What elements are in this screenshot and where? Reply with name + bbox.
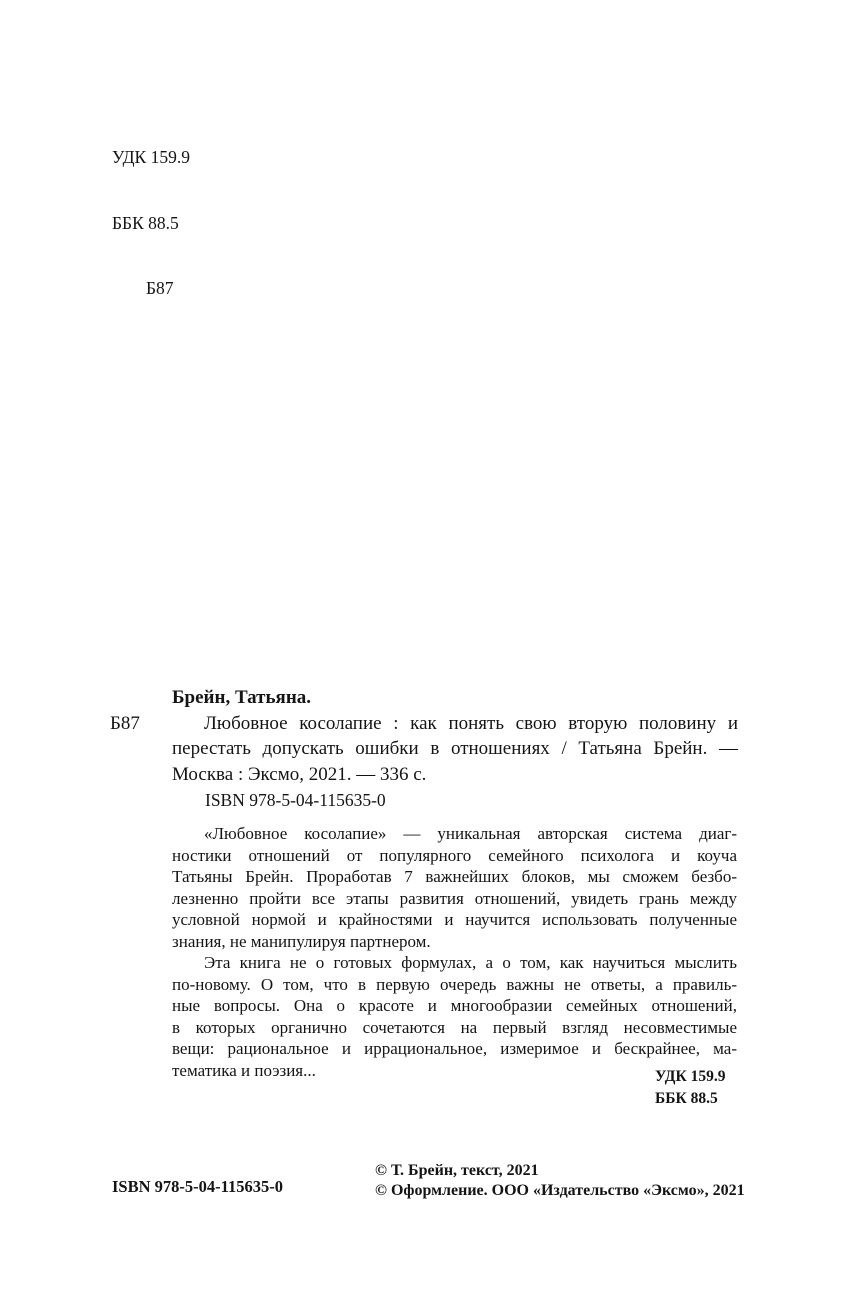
author-heading: Брейн, Татьяна. [172, 687, 312, 708]
text-line: © Оформление. ООО «Издательство «Эксмо», 2021 [375, 1181, 745, 1199]
text-line: условной нормой и крайностями и научится использовать полученные [172, 910, 737, 929]
author-sign: Б87 [146, 277, 174, 298]
text-line: знания, не манипулируя партнером. [172, 931, 431, 951]
isbn-line: ISBN 978-5-04-115635-0 [205, 790, 386, 810]
catalog-entry [172, 685, 738, 787]
author-sign-margin: Б87 [110, 712, 140, 734]
udk-code-bold: УДК 159.9 [655, 1068, 726, 1085]
text-line: Москва : Эксмо, 2021. — 336 с. [172, 763, 427, 785]
text-line: вещи: рациональное и иррациональное, измеримое и бескрайнее, ма- [172, 1039, 737, 1058]
bibliographic-description [172, 711, 738, 788]
text-line: © Т. Брейн, текст, 2021 [375, 1162, 539, 1179]
bbk-code: ББК 88.5 [112, 212, 179, 233]
annotation-paragraph-1 [172, 823, 737, 952]
annotation-block [172, 823, 737, 1081]
text-line: ные вопросы. Она о красоте и многообразии семейных отношений, [172, 996, 737, 1015]
text-line: ностики отношений от популярного семейного психолога и коуча [172, 845, 737, 865]
text-line: по-новому. О том, что в первую очередь важны не ответы, а правиль- [172, 974, 737, 994]
udk-code: УДК 159.9 [112, 147, 190, 168]
footer-isbn: ISBN 978-5-04-115635-0 [112, 1177, 283, 1196]
catalog-card [110, 685, 738, 787]
text-line: Любовное косолапие : как понять свою вторую половину и [204, 712, 738, 734]
text-line: перестать допускать ошибки в отношениях / Татьяна Брейн. — [172, 738, 738, 759]
text-line: в которых органично сочетаются на первый взгляд несовместимые [172, 1017, 737, 1037]
text-line: тематика и поэзия... [172, 1060, 316, 1080]
text-line: «Любовное косолапие» — уникальная авторская система диаг- [204, 824, 737, 843]
copyright-block [375, 1161, 745, 1201]
text-line: Эта книга не о готовых формулах, а о том, как научиться мыслить [204, 953, 737, 972]
top-classification-block [112, 104, 190, 343]
text-line: Татьяны Брейн. Проработав 7 важнейших блоков, мы сможем безбо- [172, 867, 737, 886]
annotation-paragraph-2 [172, 952, 737, 1081]
text-line: лезненно пройти все этапы развития отношений, увидеть грань между [172, 888, 737, 908]
bbk-code-bold: ББК 88.5 [655, 1089, 718, 1107]
bottom-classification-block [655, 1066, 725, 1109]
